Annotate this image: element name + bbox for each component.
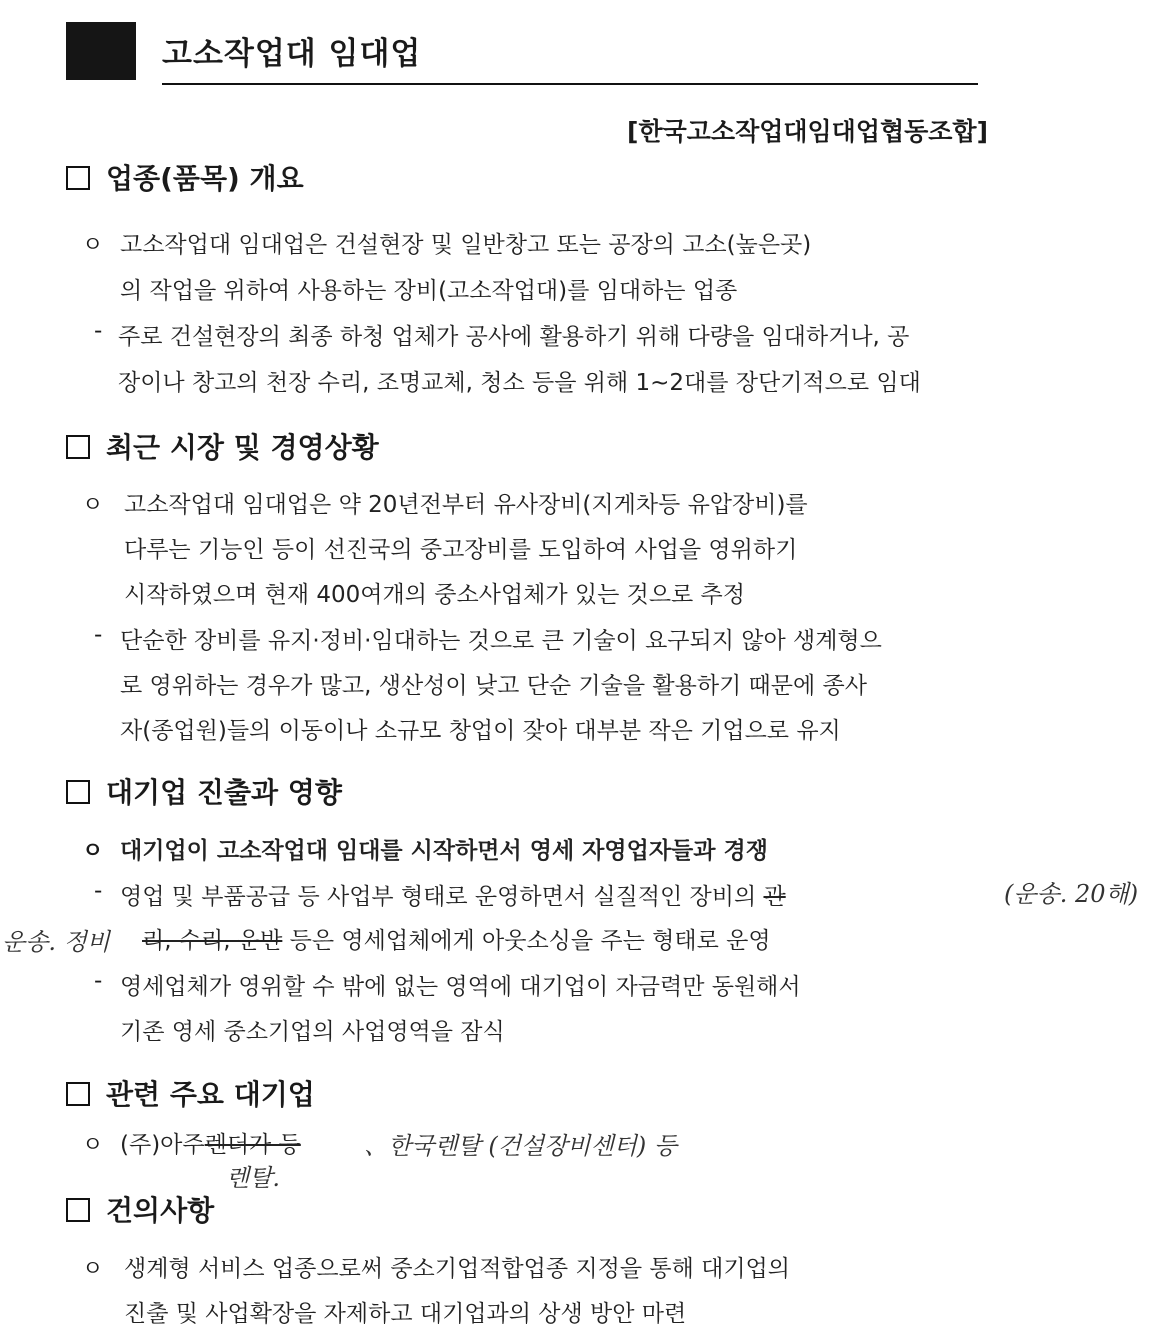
paragraph-line: 장이나 창고의 천장 수리, 조명교체, 청소 등을 위해 1~2대를 장단기적으로 임대 bbox=[118, 370, 921, 396]
paragraph-line: 고소작업대 임대업은 건설현장 및 일반창고 또는 공장의 고소(높은곳) bbox=[120, 232, 812, 258]
text-run: (주)아주 bbox=[120, 1132, 205, 1158]
dash-marker: - bbox=[94, 318, 103, 344]
bullet-marker: ㅇ bbox=[82, 839, 104, 864]
checkbox-square-icon bbox=[66, 780, 90, 804]
paragraph-line bbox=[120, 878, 786, 911]
section-large-firms-heading bbox=[66, 771, 342, 811]
paragraph-line: 주로 건설현장의 최종 하청 업체가 공사에 활용하기 위해 다량을 임대하거나, 공 bbox=[118, 324, 910, 350]
paragraph-line bbox=[142, 922, 771, 955]
paragraph-line: 기존 영세 중소기업의 사업영역을 잠식 bbox=[120, 1019, 505, 1045]
text-run: 영업 및 부품공급 등 사업부 형태로 운영하면서 실질적인 장비의 bbox=[120, 884, 757, 910]
paragraph-line: 생계형 서비스 업종으로써 중소기업적합업종 지정을 통해 대기업의 bbox=[124, 1256, 790, 1282]
section-major-firms-heading bbox=[66, 1073, 315, 1113]
document-title: 고소작업대 임대업 bbox=[162, 36, 422, 72]
handwritten-note: 、한국렌탈 (건설장비센터) 등 bbox=[364, 1132, 678, 1160]
section-overview-heading bbox=[66, 157, 304, 197]
header-block bbox=[66, 22, 136, 80]
paragraph-line: 고소작업대 임대업은 약 20년전부터 유사장비(지게차등 유압장비)를 bbox=[124, 492, 808, 518]
bullet-marker: ㅇ bbox=[82, 1133, 104, 1158]
bullet-marker: ㅇ bbox=[82, 233, 104, 258]
struck-text: 관 bbox=[763, 884, 786, 910]
section-title: 건의사항 bbox=[106, 1194, 215, 1227]
dash-marker: - bbox=[94, 622, 103, 648]
bullet-marker: ㅇ bbox=[82, 1257, 104, 1282]
organization-name: [한국고소작업대임대업협동조합] bbox=[627, 117, 988, 146]
text-run: 등은 영세업체에게 아웃소싱을 주는 형태로 운영 bbox=[289, 928, 771, 954]
paragraph-line: 자(종업원)들의 이동이나 소규모 창업이 잦아 대부분 작은 기업으로 유지 bbox=[120, 718, 841, 744]
dash-marker: - bbox=[94, 968, 103, 994]
checkbox-square-icon bbox=[66, 166, 90, 190]
dash-marker: - bbox=[94, 878, 103, 904]
paragraph-line bbox=[120, 1126, 301, 1159]
section-title: 대기업 진출과 영향 bbox=[106, 776, 342, 809]
paragraph-line: 영세업체가 영위할 수 밖에 없는 영역에 대기업이 자금력만 동원해서 bbox=[120, 974, 801, 1000]
checkbox-square-icon bbox=[66, 435, 90, 459]
paragraph-line: 의 작업을 위하여 사용하는 장비(고소작업대)를 임대하는 업종 bbox=[120, 278, 738, 304]
bullet-marker: ㅇ bbox=[82, 493, 104, 518]
paragraph-line: 시작하였으며 현재 400여개의 중소사업체가 있는 것으로 추정 bbox=[124, 582, 745, 608]
handwritten-note: 렌탈. bbox=[226, 1164, 280, 1192]
handwritten-note: (운송. 20해) bbox=[1004, 880, 1139, 908]
section-title: 업종(품목) 개요 bbox=[106, 162, 304, 195]
paragraph-line: 대기업이 고소작업대 임대를 시작하면서 영세 자영업자들과 경쟁 bbox=[120, 838, 768, 864]
struck-text: 리, 수리, 운반 bbox=[142, 928, 283, 954]
checkbox-square-icon bbox=[66, 1198, 90, 1222]
section-title: 관련 주요 대기업 bbox=[106, 1078, 315, 1111]
section-suggestion-heading bbox=[66, 1189, 214, 1229]
section-market-heading bbox=[66, 426, 379, 466]
paragraph-line: 다루는 기능인 등이 선진국의 중고장비를 도입하여 사업을 영위하기 bbox=[124, 537, 798, 563]
struck-text: 렌더가 등 bbox=[204, 1132, 301, 1158]
title-divider bbox=[162, 83, 978, 85]
paragraph-line: 진출 및 사업확장을 자제하고 대기업과의 상생 방안 마련 bbox=[124, 1301, 687, 1327]
paragraph-line: 단순한 장비를 유지·정비·임대하는 것으로 큰 기술이 요구되지 않아 생계형으 bbox=[120, 628, 882, 654]
section-title: 최근 시장 및 경영상황 bbox=[106, 431, 379, 464]
paragraph-line: 로 영위하는 경우가 많고, 생산성이 낮고 단순 기술을 활용하기 때문에 종사 bbox=[120, 673, 867, 699]
checkbox-square-icon bbox=[66, 1082, 90, 1106]
handwritten-note: 운송. 정비 bbox=[2, 928, 110, 956]
